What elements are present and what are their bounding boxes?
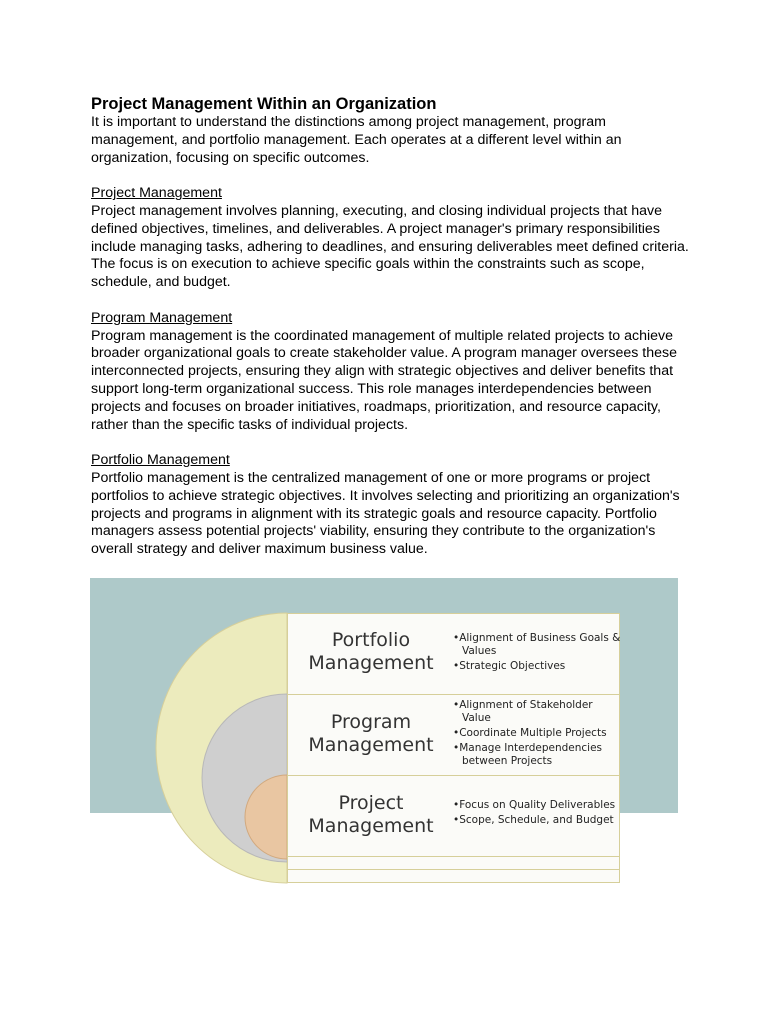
bullet-item: • Focus on Quality Deliverables [453, 799, 621, 812]
program-row [287, 694, 620, 776]
section-body-project: Project management involves planning, executing, and closing individual projects that have defined objectives, timelines, and deliverables. A project manager's primary responsibilities include managing tasks, adhering to deadlines, and ensuring deliverables meet defined criteria. The focus is on execution to achieve specific goals within the constraints such as scope, schedule, and budget. [91, 202, 689, 291]
empty-row [287, 856, 620, 870]
program-label-line2: Management [308, 734, 434, 756]
portfolio-label [288, 629, 454, 675]
project-bullets [453, 799, 621, 829]
document [91, 94, 691, 559]
bullet-item: • Alignment of Stakeholder Value [453, 699, 621, 725]
program-label [288, 711, 454, 757]
section-heading-portfolio: Portfolio Management [91, 452, 230, 469]
portfolio-row [287, 613, 620, 695]
section-heading-program: Program Management [91, 309, 233, 326]
spacer [91, 167, 691, 185]
management-levels-diagram [90, 578, 678, 884]
bullet-item: • Strategic Objectives [453, 660, 621, 673]
spacer [91, 434, 691, 452]
project-label [288, 792, 454, 838]
program-label-line1: Program [330, 711, 412, 733]
project-label-line1: Project [338, 792, 404, 814]
project-label-line2: Management [308, 815, 434, 837]
program-bullets [453, 699, 621, 770]
spacer [91, 292, 691, 310]
portfolio-label-line2: Management [308, 652, 434, 674]
bullet-item: • Scope, Schedule, and Budget [453, 814, 621, 827]
project-row [287, 775, 620, 857]
section-heading-project: Project Management [91, 185, 222, 202]
intro-paragraph: It is important to understand the distinctions among project management, program management, and portfolio management. Each operates at a different level within an organization, focusing on specific outcomes. [91, 114, 622, 166]
section-body-program: Program management is the coordinated management of multiple related projects to achieve broader organizational goals to create stakeholder value. A program manager oversees these interconnected projects, ensuring they align with strategic objectives and deliver benefits that support long-term organizational success. This role manages interdependencies between projects and focuses on broader initiatives, roadmaps, prioritization, and resource capacity, rather than the specific tasks of individual projects. [91, 327, 677, 433]
document-title: Project Management Within an Organization [91, 95, 437, 113]
portfolio-bullets [453, 632, 621, 675]
bullet-item: • Coordinate Multiple Projects [453, 727, 621, 740]
section-body-portfolio: Portfolio management is the centralized management of one or more programs or project portfolios to achieve strategic objectives. It involves selecting and prioritizing an organization's projects and programs in alignment with its strategic goals and resource capacity. Portfolio managers assess potential projects' viability, ensuring they contribute to the organization's overall strategy and deliver maximum business value. [91, 469, 680, 558]
portfolio-label-line1: Portfolio [331, 629, 411, 651]
empty-row [287, 869, 620, 883]
bullet-item: • Manage Interdependencies between Projects [453, 742, 621, 768]
bullet-item: • Alignment of Business Goals & Values [453, 632, 621, 658]
